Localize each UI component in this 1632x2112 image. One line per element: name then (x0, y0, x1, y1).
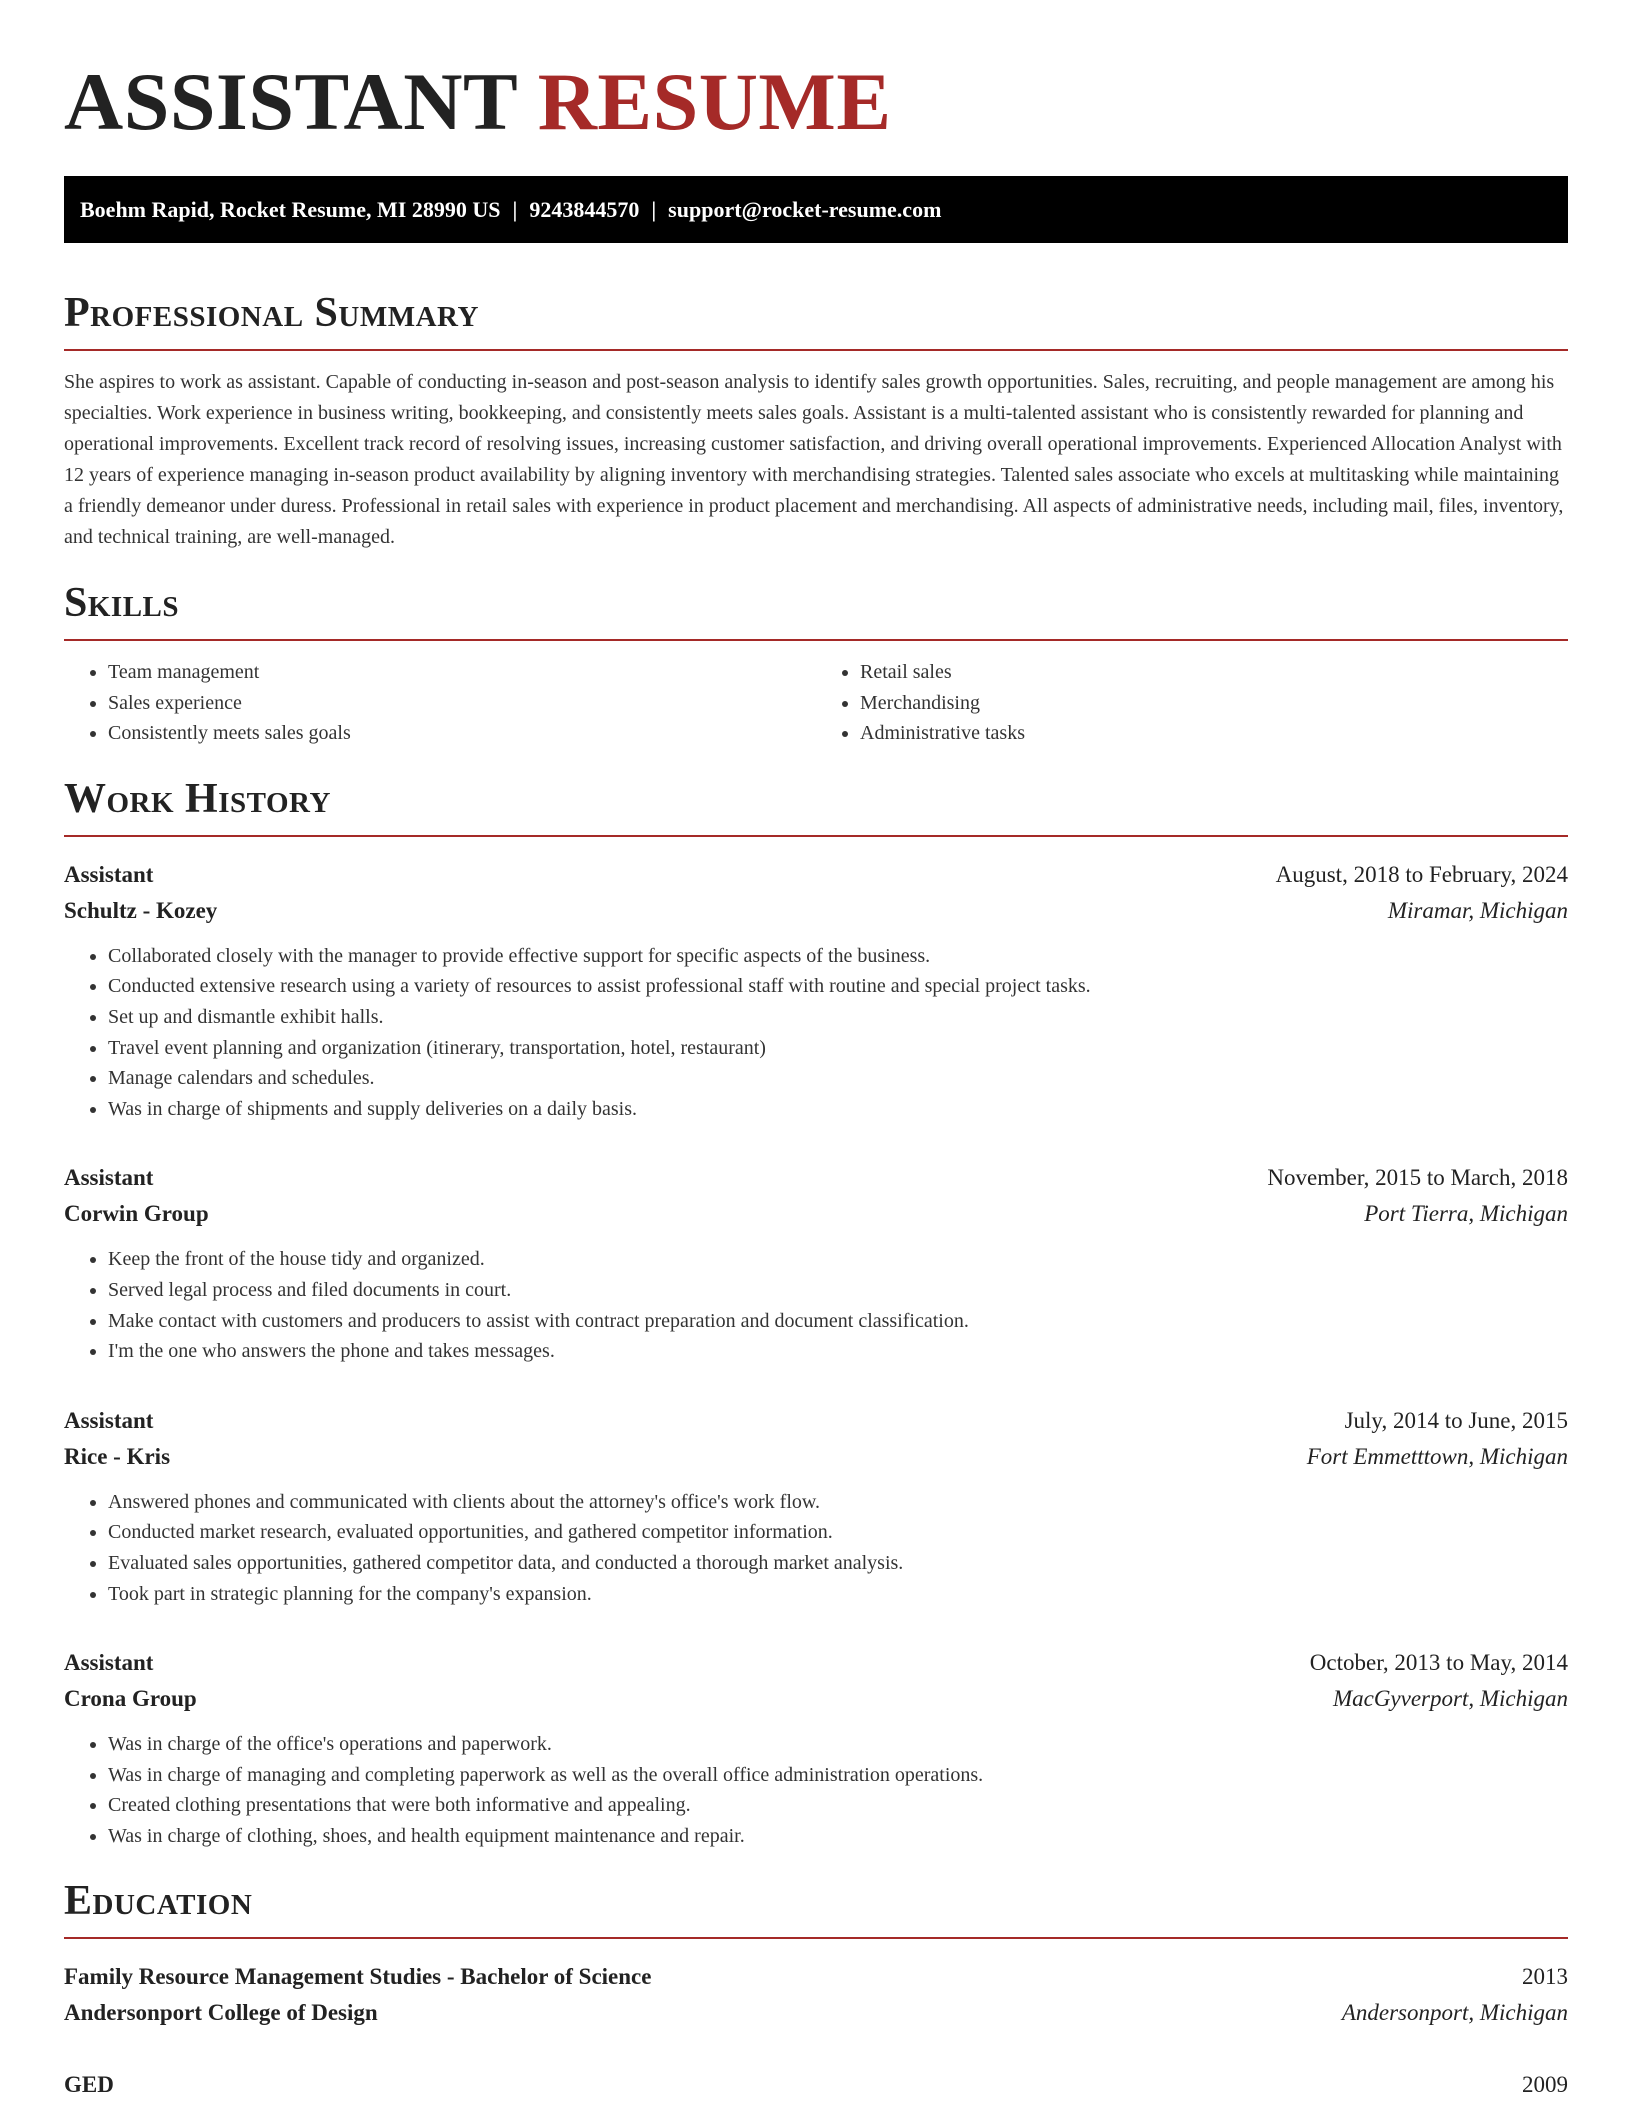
education-year: 2009 (1522, 2072, 1568, 2098)
job-bullet: • Created clothing presentations that were both informative and appealing. (108, 1790, 1568, 1821)
job-bullet: • Took part in strategic planning for the company's expansion. (108, 1579, 1568, 1610)
job-dates: November, 2015 to March, 2018 (1267, 1165, 1568, 1191)
section-heading-work-history: Work History (64, 775, 1568, 837)
contact-address: Boehm Rapid, Rocket Resume, MI 28990 US (80, 197, 501, 222)
job-bullet: • Evaluated sales opportunities, gathered competitor data, and conducted a thorough market analysis. (108, 1548, 1568, 1579)
job-bullet: • Travel event planning and organization (itinerary, transportation, hotel, restaurant) (108, 1033, 1568, 1064)
contact-email[interactable]: support@rocket-resume.com (668, 197, 942, 222)
job-dates: August, 2018 to February, 2024 (1275, 861, 1568, 887)
contact-separator: | (651, 197, 657, 222)
job-location: Fort Emmetttown, Michigan (1306, 1443, 1568, 1469)
job-bullet: • Was in charge of shipments and supply deliveries on a daily basis. (108, 1094, 1568, 1125)
job-entry (64, 1403, 1568, 1609)
job-company: Schultz - Kozey (64, 897, 218, 923)
job-entry (64, 857, 1568, 1125)
job-bullet: • Conducted extensive research using a variety of resources to assist professional staff with routine and special project tasks. (108, 971, 1568, 1002)
education-entry (64, 1959, 1568, 2031)
section-heading-summary: Professional Summary (64, 289, 1568, 351)
contact-separator: | (512, 197, 518, 222)
job-bullet: • Manage calendars and schedules. (108, 1063, 1568, 1094)
education-location: Andersonport, Michigan (1341, 2000, 1568, 2026)
contact-phone: 9243844570 (529, 197, 640, 222)
education-school: Andersonport College of Design (64, 2000, 378, 2026)
job-bullet: • Set up and dismantle exhibit halls. (108, 1002, 1568, 1033)
job-location: Port Tierra, Michigan (1364, 1201, 1568, 1227)
skill-item: • Sales experience (108, 688, 816, 719)
job-company: Corwin Group (64, 1201, 209, 1227)
skill-item: • Consistently meets sales goals (108, 718, 816, 749)
section-heading-skills: Skills (64, 579, 1568, 641)
education-degree: Family Resource Management Studies - Bachelor of Science (64, 1964, 652, 1990)
job-dates: October, 2013 to May, 2014 (1309, 1650, 1568, 1676)
skill-item: • Team management (108, 657, 816, 688)
job-bullets (64, 1487, 1568, 1609)
job-bullet: • Conducted market research, evaluated opportunities, and gathered competitor information. (108, 1517, 1568, 1548)
education-year: 2013 (1522, 1964, 1568, 1990)
job-bullet: • I'm the one who answers the phone and takes messages. (108, 1336, 1568, 1367)
job-company: Rice - Kris (64, 1443, 171, 1469)
summary-text: She aspires to work as assistant. Capable of conducting in-season and post-season analysis to identify sales growth opportunities. Sales, recruiting, and people management are among his specialties. Work experience in business writing, bookkeeping, and consistently meets sales goals. Assistant is a multi-talented assistant who is consistently rewarded for planning and operational improvements. Excellent track record of resolving issues, increasing customer satisfaction, and driving overall operational improvements. Experienced Allocation Analyst with 12 years of experience managing in-season product availability by aligning inventory with merchandising strategies. Talented sales associate who excels at multitasking while maintaining a friendly demeanor under duress. Professional in retail sales with experience in product placement and merchandising. All aspects of administrative needs, including mail, files, inventory, and technical training, are well-managed. (64, 371, 1564, 548)
skills-column-1 (64, 657, 816, 749)
job-bullet: • Was in charge of the office's operations and paperwork. (108, 1729, 1568, 1760)
job-bullet: • Was in charge of clothing, shoes, and health equipment maintenance and repair. (108, 1821, 1568, 1852)
job-bullet: • Was in charge of managing and completing paperwork as well as the overall office administration operations. (108, 1760, 1568, 1791)
job-bullet: • Make contact with customers and producers to assist with contract preparation and document classification. (108, 1306, 1568, 1337)
job-bullets (64, 1244, 1568, 1366)
title-part-2: RESUME (537, 56, 892, 147)
resume-title (64, 0, 1568, 164)
job-company: Crona Group (64, 1686, 197, 1712)
job-bullet: • Answered phones and communicated with clients about the attorney's office's work flow. (108, 1487, 1568, 1518)
job-location: MacGyverport, Michigan (1332, 1686, 1568, 1712)
job-bullet: • Collaborated closely with the manager to provide effective support for specific aspects of the business. (108, 941, 1568, 972)
section-heading-education: Education (64, 1877, 1568, 1939)
skill-item: • Retail sales (860, 657, 1568, 688)
job-title: Assistant (64, 1650, 154, 1676)
contact-bar (64, 176, 1568, 243)
skill-item: • Administrative tasks (860, 718, 1568, 749)
job-title: Assistant (64, 861, 154, 887)
skill-item: • Merchandising (860, 688, 1568, 719)
skills-list (64, 657, 1568, 749)
job-bullet: • Served legal process and filed documents in court. (108, 1275, 1568, 1306)
job-entry (64, 1645, 1568, 1851)
job-dates: July, 2014 to June, 2015 (1344, 1407, 1568, 1433)
skills-column-2 (816, 657, 1568, 749)
job-bullets (64, 1729, 1568, 1851)
title-part-1: ASSISTANT (64, 56, 517, 147)
job-bullet: • Keep the front of the house tidy and organized. (108, 1244, 1568, 1275)
resume-page (64, 0, 1568, 2103)
job-location: Miramar, Michigan (1387, 897, 1568, 923)
education-entry (64, 2067, 1568, 2103)
job-title: Assistant (64, 1165, 154, 1191)
job-bullets (64, 941, 1568, 1125)
job-title: Assistant (64, 1407, 154, 1433)
job-entry (64, 1160, 1568, 1366)
education-degree: GED (64, 2072, 114, 2098)
